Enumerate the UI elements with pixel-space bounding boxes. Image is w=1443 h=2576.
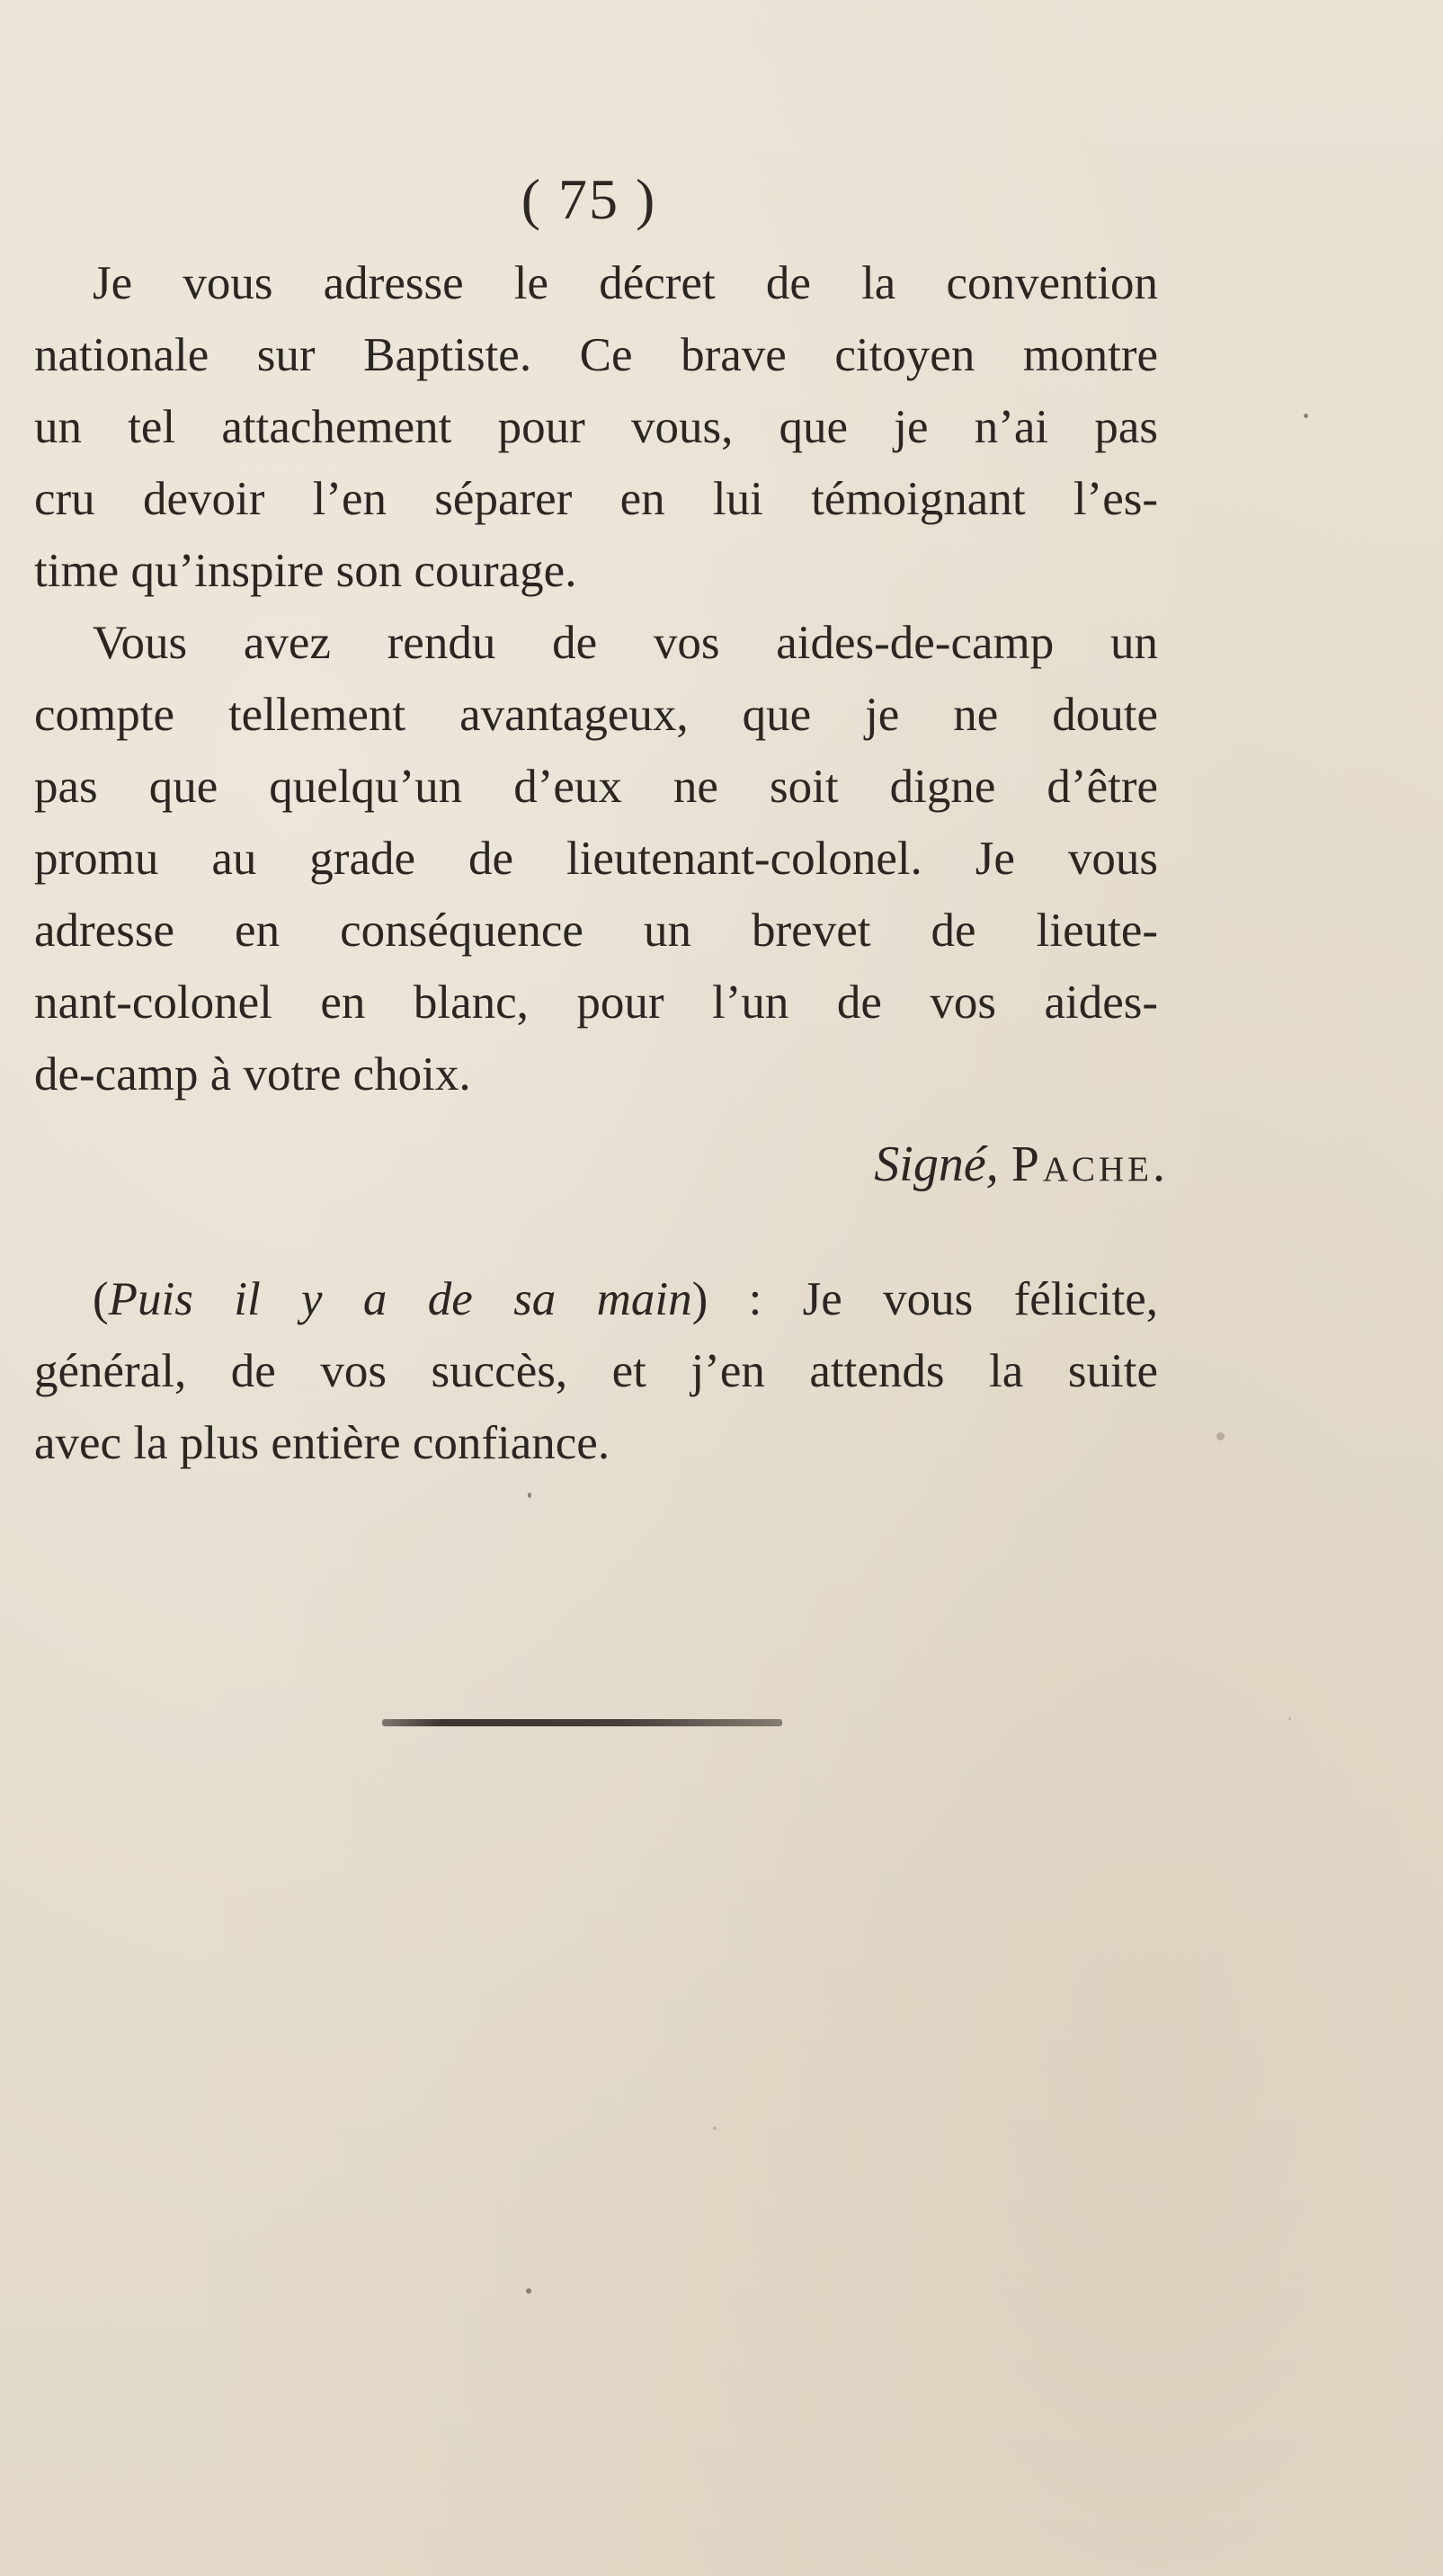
ornamental-rule — [382, 1719, 782, 1726]
paper-speck — [713, 2126, 717, 2130]
page-number: ( 75 ) — [521, 167, 657, 231]
signature-name: Pache. — [1011, 1136, 1169, 1192]
postscript-first-line — [34, 1263, 1158, 1335]
text-line: Vous avez rendu de vos aides-de-camp un — [93, 617, 1158, 669]
open-paren: ( — [93, 1273, 109, 1325]
italic-note: Puis il y a de sa main — [108, 1273, 692, 1325]
postscript — [34, 1263, 1158, 1479]
text-line: un tel attachement pour vous, que je n’ai pas — [34, 401, 1158, 453]
signature — [575, 1128, 1169, 1200]
paper-speck — [526, 2288, 531, 2294]
text-line: cru devoir l’en séparer en lui témoignant l’es- — [34, 473, 1158, 525]
signature-signed: Signé, — [874, 1136, 999, 1192]
text-line: promu au grade de lieutenant-colonel. Je vous — [34, 833, 1158, 885]
paper-speck — [528, 1493, 531, 1498]
paragraph-2 — [34, 607, 1158, 1110]
text-line: avec la plus entière confiance. — [34, 1417, 610, 1469]
paper-speck — [1304, 414, 1308, 418]
text-line: adresse en conséquence un brevet de lieute- — [34, 905, 1158, 957]
paper-speck — [1288, 1717, 1291, 1720]
paper-speck — [1216, 1432, 1225, 1440]
text-line: time qu’inspire son courage. — [34, 545, 577, 597]
letter-body — [34, 247, 1158, 1110]
postscript-lead: ) : Je vous félicite, — [691, 1273, 1158, 1325]
text-line: général, de vos succès, et j’en attends la suite — [34, 1345, 1158, 1397]
text-line: nationale sur Baptiste. Ce brave citoyen montre — [34, 329, 1158, 381]
text-line: pas que quelqu’un d’eux ne soit digne d’être — [34, 761, 1158, 813]
text-line: de-camp à votre choix. — [34, 1048, 471, 1101]
paragraph-1 — [34, 247, 1158, 607]
text-line: nant-colonel en blanc, pour l’un de vos aides- — [34, 976, 1158, 1029]
text-line: compte tellement avantageux, que je ne doute — [34, 689, 1158, 741]
text-line: Je vous adresse le décret de la convention — [93, 257, 1158, 309]
